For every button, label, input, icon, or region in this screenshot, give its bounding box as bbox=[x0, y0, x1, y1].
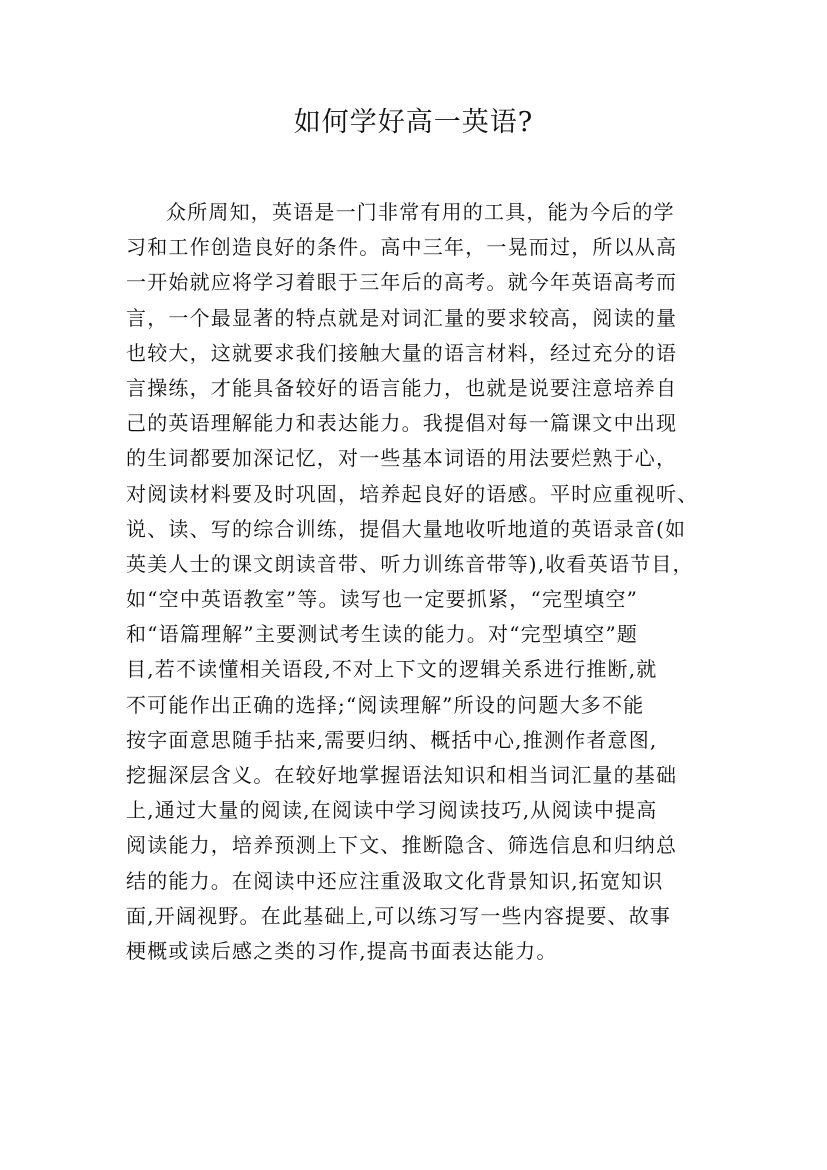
body-line: 和“语篇理解”主要测试考生读的能力。对“完型填空”题 bbox=[126, 622, 639, 647]
body-line: 结的能力。在阅读中还应注重汲取文化背景知识,拓宽知识 bbox=[126, 868, 664, 893]
body-line: 习和工作创造良好的条件。高中三年，一晃而过，所以从高 bbox=[126, 235, 678, 260]
body-line: 阅读能力，培养预测上下文、推断隐含、筛选信息和归纳总 bbox=[126, 833, 678, 858]
body-line: 梗概或读后感之类的习作,提高书面表达能力。 bbox=[126, 938, 558, 963]
body-line: 一开始就应将学习着眼于三年后的高考。就今年英语高考而 bbox=[126, 270, 678, 295]
body-line: 上,通过大量的阅读,在阅读中学习阅读技巧,从阅读中提高 bbox=[126, 798, 658, 823]
body-line: 众所周知，英语是一门非常有用的工具，能为今后的学 bbox=[166, 200, 675, 224]
body-line: 说、读、写的综合训练，提倡大量地收听地道的英语录音(如 bbox=[126, 516, 687, 541]
body-line: 言，一个最显著的特点就是对词汇量的要求较高，阅读的量 bbox=[126, 305, 678, 330]
body-line: 按字面意思随手拈来,需要归纳、概括中心,推测作者意图, bbox=[126, 727, 658, 752]
body-line: 如“空中英语教室”等。读写也一定要抓紧，“完型填空” bbox=[126, 587, 639, 612]
body-line: 不可能作出正确的选择;“阅读理解”所设的问题大多不能 bbox=[126, 692, 645, 717]
body-line: 挖掘深层含义。在较好地掌握语法知识和相当词汇量的基础 bbox=[126, 763, 678, 787]
document-body bbox=[126, 195, 706, 969]
body-line: 己的英语理解能力和表达能力。我提倡对每一篇课文中出现 bbox=[126, 411, 678, 436]
body-line: 的生词都要加深记忆，对一些基本词语的用法要烂熟于心， bbox=[126, 446, 678, 471]
body-line: 言操练，才能具备较好的语言能力，也就是说要注意培养自 bbox=[126, 375, 678, 400]
body-line: 对阅读材料要及时巩固，培养起良好的语感。平时应重视听、 bbox=[126, 481, 699, 506]
body-line: 也较大，这就要求我们接触大量的语言材料，经过充分的语 bbox=[126, 340, 678, 365]
document-title: 如何学好高一英语? bbox=[293, 107, 534, 138]
body-line: 面,开阔视野。在此基础上,可以练习写一些内容提要、故事 bbox=[126, 903, 672, 928]
body-line: 英美人士的课文朗读音带、听力训练音带等),收看英语节目， bbox=[126, 551, 694, 576]
body-line: 目,若不读懂相关语段,不对上下文的逻辑关系进行推断,就 bbox=[126, 657, 658, 682]
